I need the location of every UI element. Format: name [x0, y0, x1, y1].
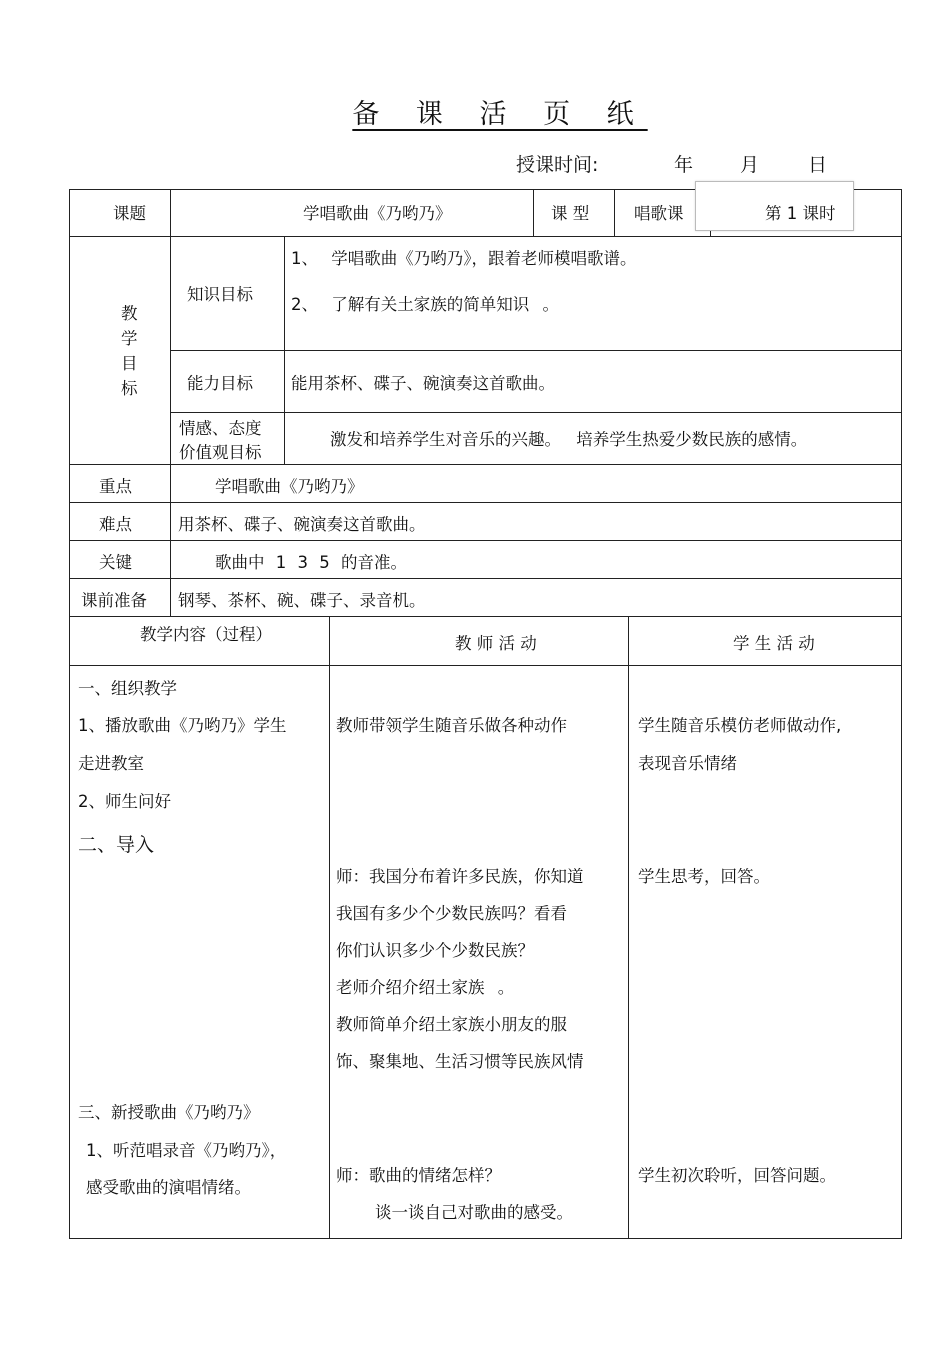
type-value: 唱歌课: [634, 204, 684, 223]
emotion-value: 激发和培养学生对音乐的兴趣。 培养学生热爱少数民族的感情。: [330, 430, 808, 449]
key-value: 歌曲中 1 3 5 的音准。: [215, 553, 407, 572]
teacher-line-8: 师：歌曲的情绪怎样？: [336, 1166, 501, 1185]
content-line-8: 感受歌曲的演唱情绪。: [86, 1178, 251, 1197]
student-line-3: 学生思考，回答。: [638, 867, 770, 886]
goals-label-4: 标: [121, 379, 138, 398]
teacher-line-3: 我国有多少个少数民族吗？看看: [336, 904, 567, 923]
content-line-7: 1、听范唱录音《乃哟乃》，: [86, 1141, 287, 1160]
divider: [284, 236, 285, 464]
divider: [170, 412, 902, 413]
key-point-label: 重点: [99, 477, 132, 496]
prep-value: 钢琴、茶杯、碗、碟子、录音机。: [178, 591, 426, 610]
prep-label: 课前准备: [81, 591, 147, 610]
content-line-1: 一、组织教学: [78, 679, 177, 698]
difficulty-label: 难点: [99, 515, 132, 534]
divider: [69, 236, 902, 237]
key-point-value: 学唱歌曲《乃哟乃》: [215, 477, 364, 496]
content-line-2: 1、播放歌曲《乃哟乃》学生: [78, 716, 287, 735]
divider: [533, 189, 534, 236]
divider: [69, 540, 902, 541]
teacher-line-1: 教师带领学生随音乐做各种动作: [336, 716, 567, 735]
divider: [69, 502, 902, 503]
divider: [69, 665, 902, 666]
goals-label-3: 目: [121, 354, 138, 373]
divider: [69, 578, 902, 579]
knowledge-item-2: 2、 了解有关土家族的简单知识 。: [291, 295, 559, 314]
goals-label-2: 学: [121, 329, 138, 348]
date-day: 日: [808, 154, 828, 176]
divider: [628, 616, 629, 1239]
topic-value: 学唱歌曲《乃哟乃》: [303, 204, 452, 223]
content-line-4: 2、师生问好: [78, 792, 171, 811]
goals-label-1: 教: [121, 304, 138, 323]
teacher-line-6: 教师简单介绍土家族小朋友的服: [336, 1015, 567, 1034]
teacher-line-7: 饰、聚集地、生活习惯等民族风情: [336, 1052, 584, 1071]
key-label: 关键: [99, 553, 132, 572]
ability-label: 能力目标: [187, 374, 253, 393]
ability-value: 能用茶杯、碟子、碗演奏这首歌曲。: [291, 374, 555, 393]
divider: [69, 464, 902, 465]
difficulty-value: 用茶杯、碟子、碗演奏这首歌曲。: [178, 515, 426, 534]
teacher-line-4: 你们认识多少个少数民族？: [336, 941, 534, 960]
process-header-content: 教学内容（过程）: [140, 625, 272, 644]
divider: [614, 189, 615, 236]
divider: [170, 189, 171, 616]
knowledge-item-1: 1、 学唱歌曲《乃哟乃》，跟着老师模唱歌谱。: [291, 249, 637, 268]
divider: [69, 616, 902, 617]
process-header-student: 学 生 活 动: [733, 634, 815, 653]
page-title: 备 课 活 页 纸: [352, 99, 648, 130]
emotion-label-1: 情感、态度: [179, 419, 262, 438]
topic-label: 课题: [113, 204, 146, 223]
divider: [170, 350, 902, 351]
knowledge-label: 知识目标: [187, 285, 253, 304]
teacher-line-5: 老师介绍介绍土家族 。: [336, 978, 515, 997]
date-month: 月: [740, 154, 760, 176]
student-line-4: 学生初次聆听，回答问题。: [638, 1166, 836, 1185]
teacher-line-9: 谈一谈自己对歌曲的感受。: [375, 1203, 573, 1222]
date-label: 授课时间:: [516, 154, 599, 176]
date-year: 年: [674, 154, 694, 176]
content-line-5: 二、导入: [78, 834, 155, 856]
type-label: 课 型: [551, 204, 590, 223]
emotion-label-2: 价值观目标: [179, 443, 262, 462]
student-line-2: 表现音乐情绪: [638, 754, 737, 773]
divider: [329, 616, 330, 1239]
period-text: 第 1 课时: [765, 204, 836, 223]
student-line-1: 学生随音乐模仿老师做动作,: [638, 716, 842, 735]
content-line-6: 三、新授歌曲《乃哟乃》: [78, 1103, 260, 1122]
teacher-line-2: 师：我国分布着许多民族，你知道: [336, 867, 584, 886]
content-line-3: 走进教室: [78, 754, 144, 773]
process-header-teacher: 教 师 活 动: [455, 634, 537, 653]
